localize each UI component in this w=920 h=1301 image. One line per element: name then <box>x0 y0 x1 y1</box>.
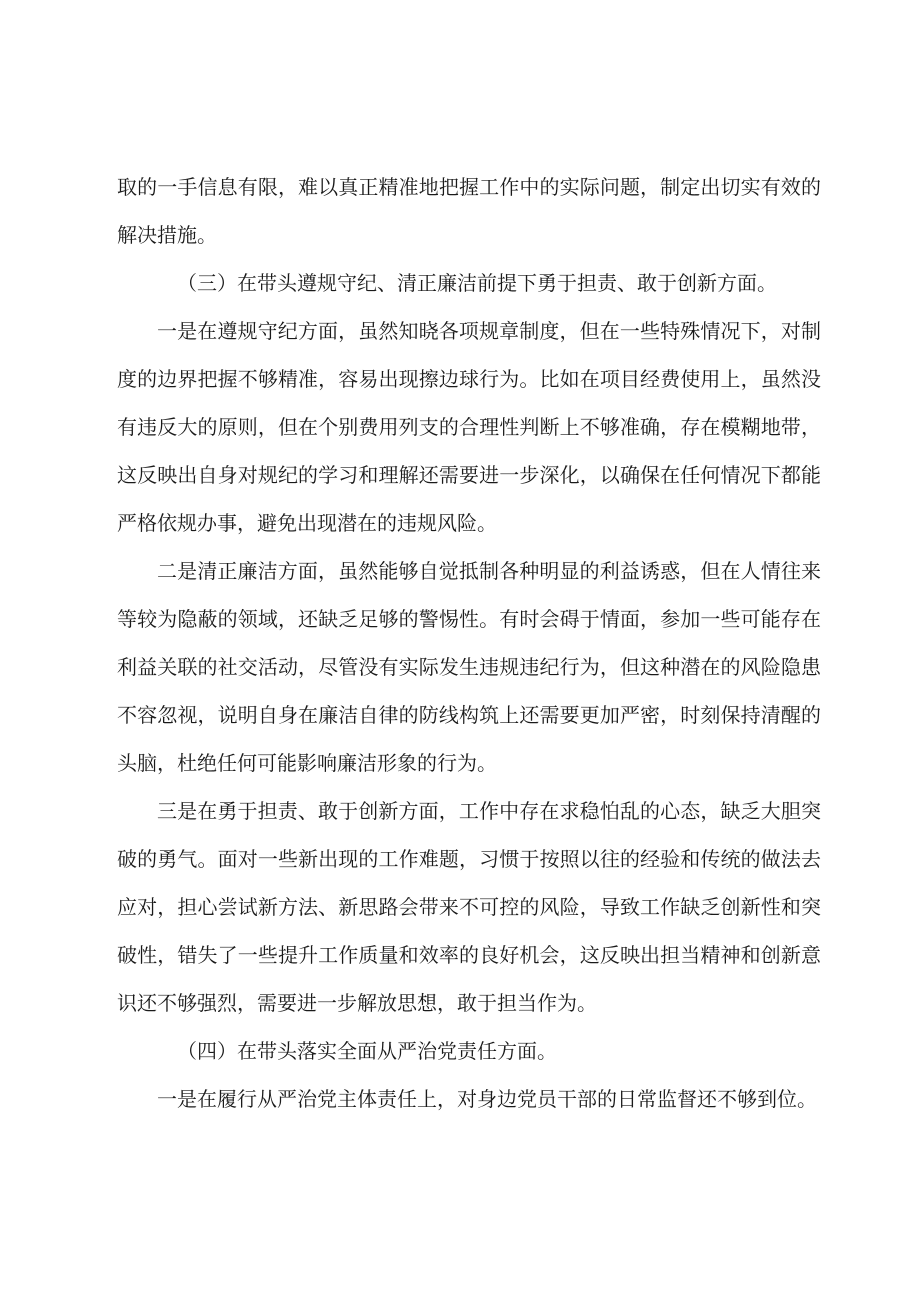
paragraph-innovation: 三是在勇于担责、敢于创新方面，工作中存在求稳怕乱的心态，缺乏大胆突破的勇气。面对一些新出现的工作难题，习惯于按照以往的经验和传统的做法去应对，担心尝试新方法、新思路会带来不可控的风险，导致工作缺乏创新性和突破性，错失了一些提升工作质量和效率的良好机会，这反映出担当精神和创新意识还不够强烈，需要进一步解放思想，敢于担当作为。 <box>117 799 821 1015</box>
section-heading-4: （四）在带头落实全面从严治党责任方面。 <box>177 1039 557 1063</box>
paragraph-integrity: 二是清正廉洁方面，虽然能够自觉抵制各种明显的利益诱惑，但在人情往来等较为隐蔽的领域，还缺乏足够的警惕性。有时会碍于情面，参加一些可能存在利益关联的社交活动，尽管没有实际发生违规违纪行为，但这种潜在的风险隐患不容忽视，说明自身在廉洁自律的防线构筑上还需要更加严密，时刻保持清醒的头脑，杜绝任何可能影响廉洁形象的行为。 <box>117 559 821 775</box>
paragraph-continuation: 取的一手信息有限，难以真正精准地把握工作中的实际问题，制定出切实有效的解决措施。 <box>117 175 821 247</box>
paragraph-party-responsibility: 一是在履行从严治党主体责任上，对身边党员干部的日常监督还不够到位。 <box>157 1087 817 1111</box>
paragraph-compliance: 一是在遵规守纪方面，虽然知晓各项规章制度，但在一些特殊情况下，对制度的边界把握不够精准，容易出现擦边球行为。比如在项目经费使用上，虽然没有违反大的原则，但在个别费用列支的合理性判断上不够准确，存在模糊地带，这反映出自身对规纪的学习和理解还需要进一步深化，以确保在任何情况下都能严格依规办事，避免出现潜在的违规风险。 <box>117 319 821 535</box>
document-body <box>117 163 821 1123</box>
section-heading-3: （三）在带头遵规守纪、清正廉洁前提下勇于担责、敢于创新方面。 <box>177 271 777 295</box>
